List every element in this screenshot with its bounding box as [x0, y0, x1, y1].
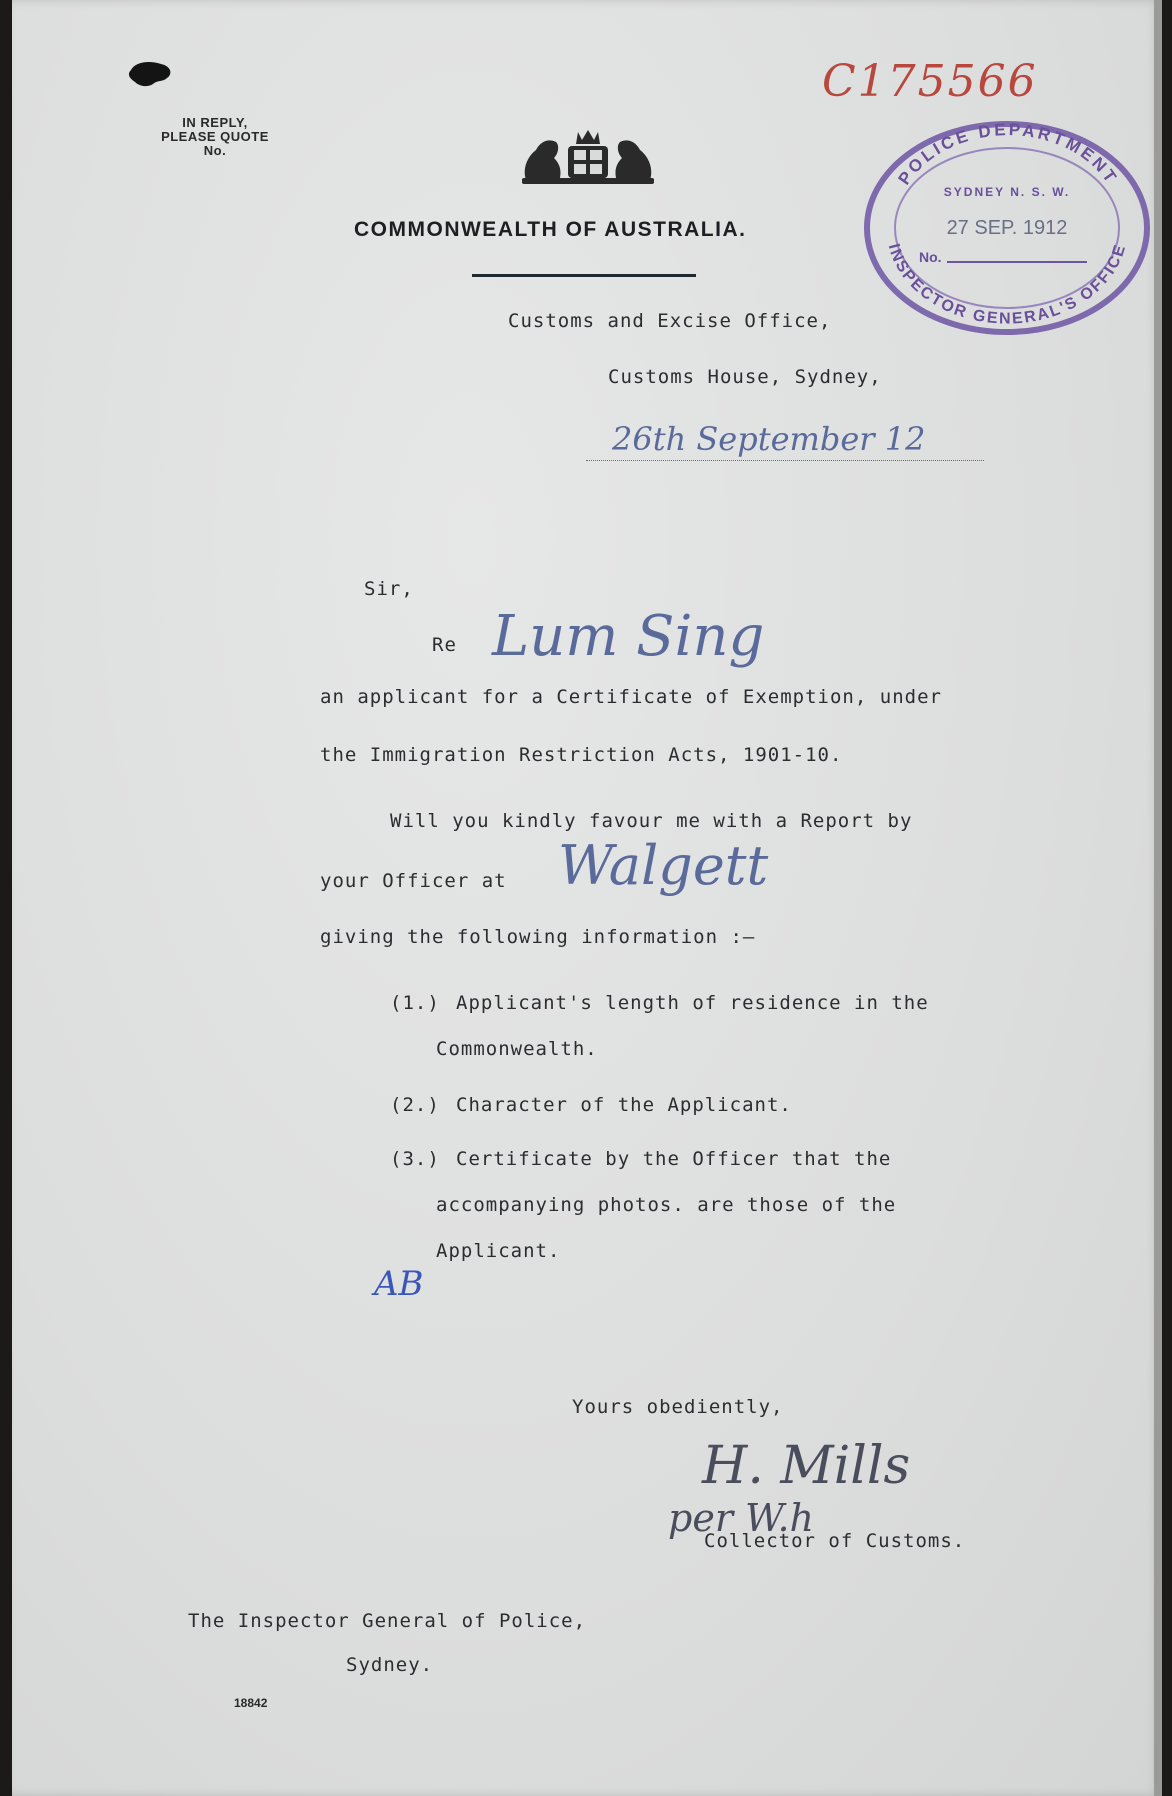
closing: Yours obediently, — [572, 1396, 784, 1418]
document-page — [12, 0, 1162, 1796]
body-line-5: giving the following information :— — [320, 926, 756, 948]
body-line-2: the Immigration Restriction Acts, 1901-10. — [320, 744, 843, 766]
heading-rule — [472, 274, 696, 277]
applicant-name: Lum Sing — [492, 604, 765, 669]
item-1-number: (1.) — [390, 992, 440, 1014]
reply-line-2: PLEASE QUOTE — [161, 129, 269, 144]
form-number: 18842 — [234, 1696, 268, 1710]
body-line-1: an applicant for a Certificate of Exemption, under — [320, 686, 942, 708]
collector-title: Collector of Customs. — [704, 1530, 966, 1552]
coat-of-arms-emblem — [520, 128, 656, 186]
addressee-line-2: Sydney. — [346, 1654, 434, 1676]
reply-line-1: IN REPLY, — [182, 115, 248, 130]
reply-quote-note — [160, 116, 270, 158]
police-department-stamp — [857, 112, 1157, 344]
item-1-line-1: Applicant's length of residence in the — [456, 992, 929, 1014]
body-line-3: Will you kindly favour me with a Report by — [390, 810, 913, 832]
officer-location: Walgett — [558, 834, 769, 897]
stamp-no-label: No. — [919, 249, 942, 265]
stamp-date: 27 SEP. 1912 — [946, 217, 1068, 239]
stamp-city: SYDNEY N. S. W. — [943, 185, 1071, 199]
initials: AB — [374, 1264, 424, 1304]
date-dotted-line — [586, 460, 984, 461]
item-3-number: (3.) — [390, 1148, 440, 1170]
item-2-number: (2.) — [390, 1094, 440, 1116]
item-1-line-2: Commonwealth. — [436, 1038, 598, 1060]
salutation: Sir, — [364, 578, 414, 600]
ink-blot — [127, 60, 175, 90]
stamp-top-text: POLICE DEPARTMENT — [894, 120, 1122, 189]
re-label: Re — [432, 634, 457, 656]
office-line-1: Customs and Excise Office, — [508, 310, 832, 332]
item-3-line-2: accompanying photos. are those of the — [436, 1194, 897, 1216]
addressee-line-1: The Inspector General of Police, — [188, 1610, 587, 1632]
item-2-line-1: Character of the Applicant. — [456, 1094, 792, 1116]
stamp-bottom-text: INSPECTOR GENERAL'S OFFICE — [884, 241, 1130, 328]
reply-line-3: No. — [203, 143, 227, 158]
signature: H. Mills — [702, 1436, 911, 1496]
signature-per: per W.h — [668, 1496, 815, 1540]
item-3-line-3: Applicant. — [436, 1240, 561, 1262]
reference-number: C175566 — [822, 56, 1038, 107]
handwritten-date: 26th September 12 — [612, 420, 926, 458]
officer-label: your Officer at — [320, 870, 507, 892]
item-3-line-1: Certificate by the Officer that the — [456, 1148, 892, 1170]
letterhead-title: COMMONWEALTH OF AUSTRALIA. — [354, 218, 747, 241]
office-line-2: Customs House, Sydney, — [608, 366, 882, 388]
